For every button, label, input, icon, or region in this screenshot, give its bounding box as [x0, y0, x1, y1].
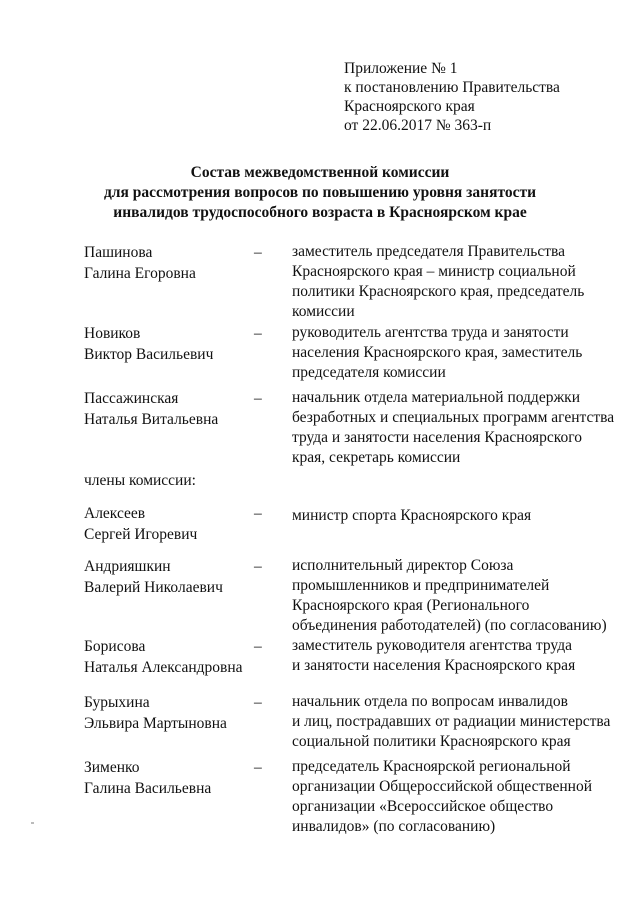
member-role: [292, 692, 622, 752]
member-surname: Пассажинская: [84, 390, 179, 407]
member-surname: Пашинова: [84, 244, 153, 261]
member-surname: Борисова: [84, 638, 146, 655]
dash-separator: –: [254, 325, 262, 342]
role-line: Красноярского края – министр социальной: [292, 263, 576, 280]
dash-separator: –: [254, 759, 262, 776]
scan-speck: [31, 822, 34, 824]
role-line: начальник отдела материальной поддержки: [292, 389, 580, 406]
role-line: председатель Красноярской региональной: [292, 758, 571, 775]
member-given-names: Галина Егоровна: [84, 265, 196, 282]
member-given-names: Сергей Игоревич: [84, 526, 198, 543]
role-line: председателя комиссии: [292, 364, 446, 381]
member-surname: Новиков: [84, 325, 141, 342]
role-line: заместитель председателя Правительства: [292, 243, 566, 260]
members-label: члены комиссии:: [84, 472, 196, 489]
role-line: руководитель агентства труда и занятости: [292, 324, 569, 341]
appendix-line: Приложение № 1: [344, 60, 458, 77]
appendix-line: к постановлению Правительства: [344, 79, 560, 96]
member-role: [292, 506, 622, 526]
member-role: [292, 636, 622, 676]
member-name: [84, 556, 223, 598]
member-surname: Бурыхина: [84, 694, 150, 711]
dash-separator: –: [254, 638, 262, 655]
document-title: [0, 163, 640, 223]
member-name: [84, 757, 211, 799]
dash-separator: –: [254, 505, 262, 522]
member-role: [292, 242, 622, 322]
role-line: начальник отдела по вопросам инвалидов: [292, 693, 568, 710]
role-line: заместитель руководителя агентства труда: [292, 637, 572, 654]
member-role: [292, 388, 622, 468]
member-name: [84, 323, 213, 365]
member-given-names: Наталья Витальевна: [84, 411, 219, 428]
role-line: и лиц, пострадавших от радиации министерства: [292, 713, 611, 730]
dash-separator: –: [254, 558, 262, 575]
appendix-line: Красноярского края: [344, 98, 475, 115]
member-role: [292, 323, 622, 383]
role-line: населения Красноярского края, заместитель: [292, 344, 583, 361]
role-line: исполнительный директор Союза: [292, 557, 514, 574]
role-line: организации «Всероссийское общество: [292, 798, 554, 815]
role-line: инвалидов» (по согласованию): [292, 818, 496, 835]
member-surname: Зименко: [84, 759, 140, 776]
appendix-block: [344, 59, 560, 135]
dash-separator: –: [254, 244, 262, 261]
member-role: [292, 556, 622, 636]
member-name: [84, 692, 227, 734]
role-line: организации Общероссийской общественной: [292, 778, 592, 795]
member-name: [84, 388, 218, 430]
member-given-names: Виктор Васильевич: [84, 346, 214, 363]
role-line: безработных и специальных программ агентства: [292, 409, 615, 426]
dash-separator: –: [254, 694, 262, 711]
member-name: [84, 636, 243, 678]
member-surname: Андрияшкин: [84, 558, 171, 575]
role-line: объединения работодателей) (по согласованию): [292, 617, 607, 634]
member-given-names: Галина Васильевна: [84, 780, 212, 797]
dash-separator: –: [254, 390, 262, 407]
appendix-line: от 22.06.2017 № 363-п: [344, 117, 492, 134]
title-line: для рассмотрения вопросов по повышению уровня занятости: [103, 184, 537, 201]
role-line: политики Красноярского края, председатель: [292, 283, 585, 300]
member-given-names: Наталья Александровна: [84, 659, 243, 676]
role-line: края, секретарь комиссии: [292, 449, 461, 466]
member-role: [292, 757, 622, 837]
role-line: и занятости населения Красноярского края: [292, 657, 576, 674]
member-given-names: Эльвира Мартыновна: [84, 715, 227, 732]
member-surname: Алексеев: [84, 505, 146, 522]
member-given-names: Валерий Николаевич: [84, 579, 223, 596]
role-line: министр спорта Красноярского края: [292, 507, 532, 524]
role-line: труда и занятости населения Красноярского: [292, 429, 582, 446]
role-line: Красноярского края (Регионального: [292, 597, 530, 614]
title-line: Состав межведомственной комиссии: [190, 164, 450, 181]
role-line: комиссии: [292, 303, 355, 320]
role-line: промышленников и предпринимателей: [292, 577, 550, 594]
member-name: [84, 503, 197, 545]
role-line: социальной политики Красноярского края: [292, 733, 571, 750]
member-name: [84, 242, 196, 284]
title-line: инвалидов трудоспособного возраста в Красноярском крае: [113, 204, 527, 221]
